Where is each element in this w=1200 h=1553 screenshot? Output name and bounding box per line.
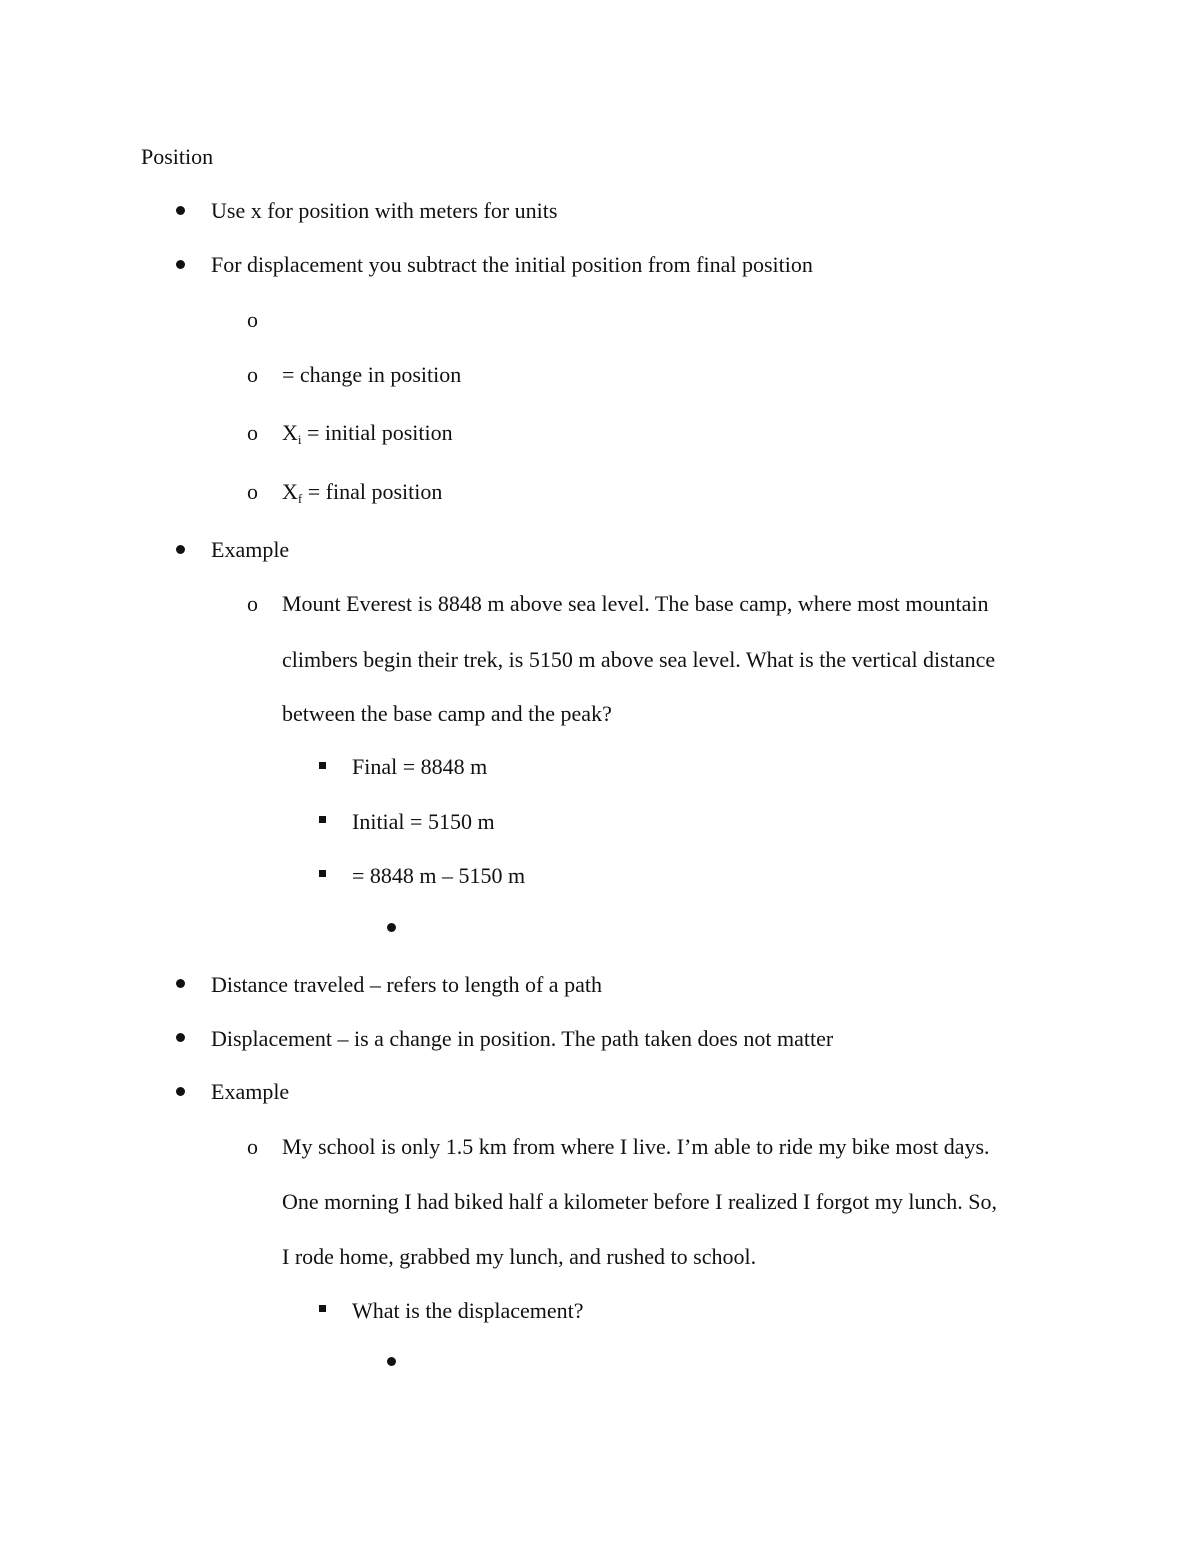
bullet-circle: o	[247, 1134, 258, 1159]
bullet-dot	[176, 206, 185, 215]
xf-letter: X	[282, 479, 298, 504]
example-1-initial: Initial = 5150 m	[352, 809, 495, 834]
example-2-line-1: My school is only 1.5 km from where I live. I’m able to ride my bike most days.	[282, 1134, 990, 1159]
example-1-calculation: = 8848 m – 5150 m	[352, 863, 526, 888]
example-1-line-2: climbers begin their trek, is 5150 m above sea level. What is the vertical distance	[282, 647, 996, 672]
bullet-dot	[176, 260, 185, 269]
list-item-xi	[282, 420, 453, 447]
bullet-square	[319, 762, 326, 769]
list-item-example-1: Example	[211, 537, 290, 562]
bullet-dot	[387, 923, 396, 932]
list-item-displacement: For displacement you subtract the initial position from final position	[211, 252, 813, 277]
bullet-square	[319, 1305, 326, 1312]
bullet-circle: o	[247, 307, 258, 332]
bullet-circle: o	[247, 591, 258, 616]
bullet-square	[319, 816, 326, 823]
example-1-line-3: between the base camp and the peak?	[282, 701, 612, 726]
example-2-question: What is the displacement?	[352, 1298, 584, 1323]
example-1-line-1: Mount Everest is 8848 m above sea level. The base camp, where most mountain	[282, 591, 989, 616]
bullet-circle: o	[247, 420, 258, 445]
list-item-distance: Distance traveled – refers to length of a path	[211, 972, 602, 997]
xi-letter: X	[282, 420, 298, 445]
bullet-dot	[387, 1357, 396, 1366]
bullet-dot	[176, 979, 185, 988]
bullet-square	[319, 870, 326, 877]
example-2-line-3: I rode home, grabbed my lunch, and rushed to school.	[282, 1244, 757, 1269]
xf-subscript: f	[297, 491, 303, 506]
bullet-circle: o	[247, 479, 258, 504]
xf-text: = final position	[302, 479, 443, 504]
example-1-final: Final = 8848 m	[352, 754, 488, 779]
page-heading: Position	[141, 144, 214, 169]
list-item-xf	[282, 479, 443, 506]
xi-subscript: i	[297, 432, 302, 447]
bullet-dot	[176, 1033, 185, 1042]
list-item-example-2: Example	[211, 1079, 290, 1104]
bullet-dot	[176, 545, 185, 554]
list-item-units: Use x for position with meters for units	[211, 198, 558, 223]
example-2-line-2: One morning I had biked half a kilometer before I realized I forgot my lunch. So,	[282, 1189, 997, 1214]
bullet-dot	[176, 1087, 185, 1096]
list-item-change: = change in position	[282, 362, 462, 387]
xi-text: = initial position	[301, 420, 453, 445]
bullet-circle: o	[247, 362, 258, 387]
list-item-displacement-definition: Displacement – is a change in position. The path taken does not matter	[211, 1026, 834, 1051]
